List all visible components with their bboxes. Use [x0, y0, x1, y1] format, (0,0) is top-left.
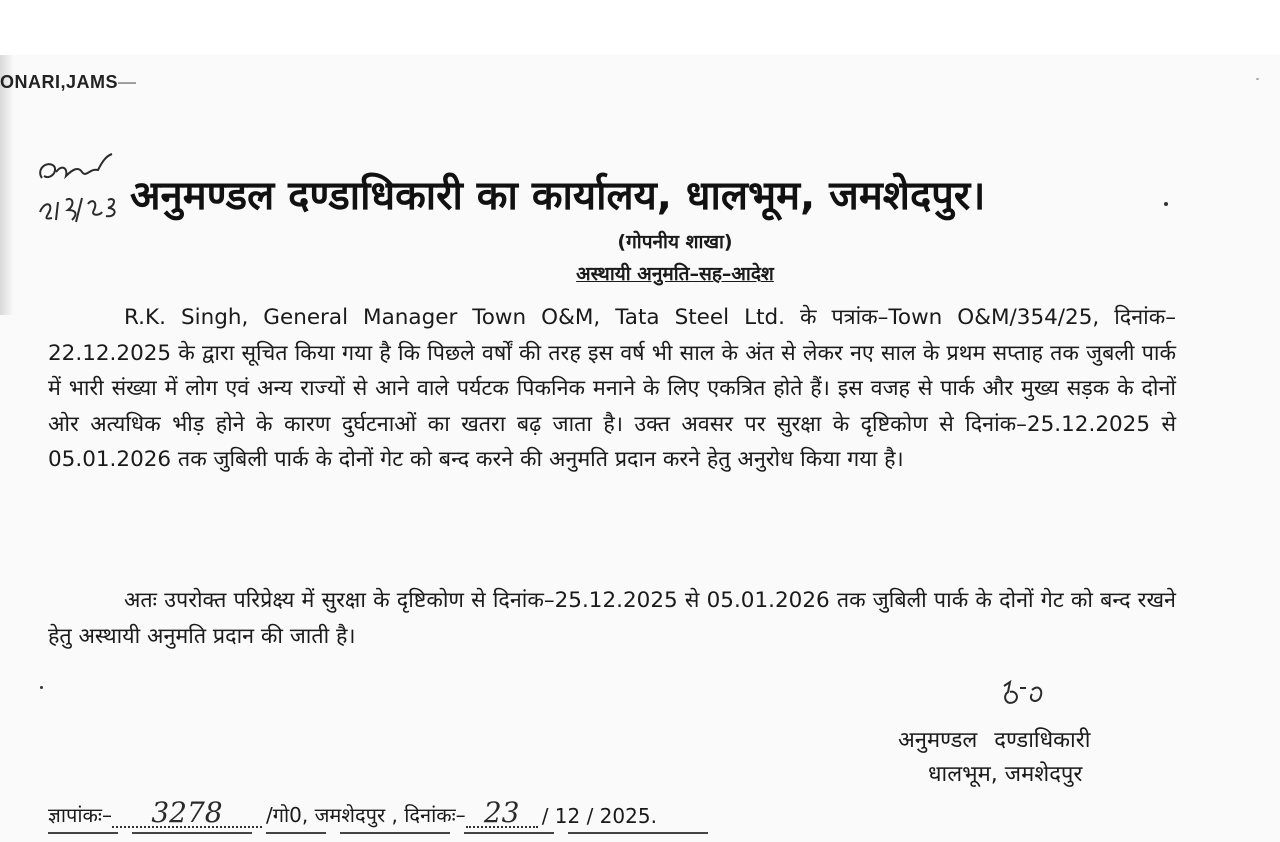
body-paragraph-1: R.K. Singh, General Manager Town O&M, Tata Steel Ltd. के पत्रांक–Town O&M/354/25, दिनांक–22.12.2025 के द्वारा सूचित किया गया है कि पिछले वर्षों की तरह इस वर्ष भी साल के अंत से लेकर नए साल के प्रथम सप्ताह तक जुबली पार्क में भारी संख्या में लोग एवं अन्य राज्यों से आने वाले पर्यटक पिकनिक मनाने के लिए एकत्रित होते हैं। इस वजह से पार्क और मुख्य सड़क के दोनों ओर अत्यधिक भीड़ होने के कारण दुर्घटनाओं का खतरा बढ़ जाता है। उक्त अवसर पर सुरक्षा के दृष्टिकोण से दिनांक–25.12.2025 से 05.01.2026 तक जुबिली पार्क के दोनों गेट को बन्द करने की अनुमति प्रदान करने हेतु अनुरोध किया गया है।	[48, 305, 1176, 472]
memo-number: 3278	[112, 800, 262, 828]
signature-mark	[998, 676, 1048, 712]
memo-prefix: ज्ञापांकः–	[48, 803, 112, 827]
memo-month-year: / 12 / 2025.	[541, 804, 657, 828]
order-heading: अस्थायी अनुमति–सह–आदेश	[576, 263, 774, 285]
ink-speck	[40, 686, 43, 689]
handwritten-initials	[32, 150, 142, 230]
top-margin	[0, 0, 1280, 60]
body-paragraph-2: अतः उपरोक्त परिप्रेक्ष्य में सुरक्षा के दृष्टिकोण से दिनांक–25.12.2025 से 05.01.2026 तक जुबिली पार्क के दोनों गेट को बन्द रखने हेतु अस्थायी अनुमति प्रदान की जाती है।	[48, 588, 1176, 649]
memo-line	[48, 796, 657, 829]
branch-name: (गोपनीय शाखा)	[617, 231, 733, 253]
ink-speck	[1164, 202, 1168, 206]
memo-office: /गो0, जमशेदपुर , दिनांकः–	[265, 803, 466, 827]
signatory-place: धालभूम, जमशेदपुर	[928, 762, 1083, 787]
cut-off-text-line	[48, 832, 728, 842]
document-title: अनुमण्डल दण्डाधिकारी का कार्यालय, धालभूम, जमशेदपुर।	[130, 173, 986, 219]
memo-day: 23	[466, 800, 538, 828]
ink-speck	[1256, 78, 1259, 80]
signatory-designation: अनुमण्डल दण्डाधिकारी	[898, 728, 1091, 753]
stamp-fragment: ONARI,JAMS—	[0, 72, 137, 92]
